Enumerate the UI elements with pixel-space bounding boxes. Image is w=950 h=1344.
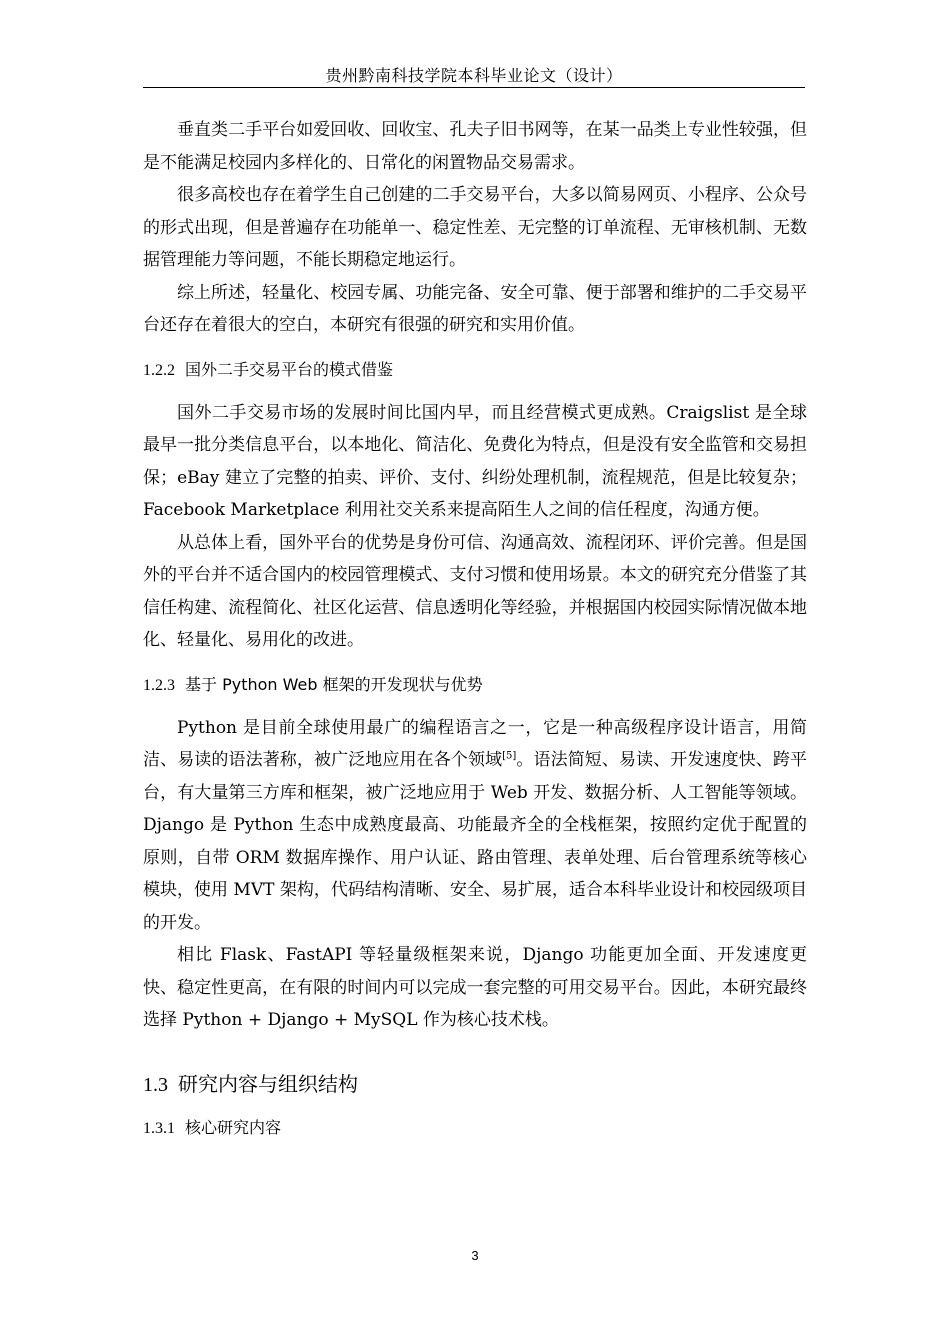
paragraph-foreign-advantages: 从总体上看，国外平台的优势是身份可信、沟通高效、流程闭环、评价完善。但是国外的平台并不适合国内的校园管理模式、支付习惯和使用场景。本文的研究充分借鉴了其信任构建、流程简化、社区化运营、信息透明化等经验，并根据国内校园实际情况做本地化、轻量化、易用化的改进。 [143, 532, 807, 650]
paragraph-framework-comparison: 相比 Flask、FastAPI 等轻量级框架来说，Django 功能更加全面、开发速度更快、稳定性更高，在有限的时间内可以完成一套完整的可用交易平台。因此，本研究最终选择 Python + Django + MySQL 作为核心技术栈。 [143, 945, 807, 1030]
paragraph-text: 。语法简短、易读、开发速度快、跨平台，有大量第三方库和框架，被广泛地应用于 Web 开发、数据分析、人工智能等领域。Django 是 Python 生态中成熟度最高、功能最齐全的全栈框架，按照约定优于配置的原则，自带 ORM 数据库操作、用户认证、路由管理、表单处理、后台管理系统等核心模块，使用 MVT 架构，代码结构清晰、安全、易扩展，适合本科毕业设计和校园级项目的开发。 [143, 750, 808, 933]
heading-text: 基于 Python Web 框架的开发现状与优势 [185, 674, 483, 694]
heading-1-2-2 [143, 356, 807, 385]
paragraph-campus-platforms: 很多高校也存在着学生自己创建的二手交易平台，大多以简易网页、小程序、公众号的形式出现，但是普遍存在功能单一、稳定性差、无完整的订单流程、无审核机制、无数据管理能力等问题，不能长期稳定地运行。 [143, 185, 807, 270]
page-number: 3 [471, 1248, 479, 1263]
heading-number: 1.3 [143, 1073, 168, 1096]
paragraph-text: Python 是目前全球使用最广的编程语言之一，它是一种高级程序设计语言，用简洁、易读的语法著称，被广泛地应用在各个领域 [143, 717, 807, 770]
heading-number: 1.2.3 [143, 676, 175, 694]
paragraph-summary: 综上所述，轻量化、校园专属、功能完备、安全可靠、便于部署和维护的二手交易平台还存在着很大的空白，本研究有很强的研究和实用价值。 [143, 282, 807, 335]
heading-1-3 [143, 1069, 807, 1100]
heading-number: 1.3.1 [143, 1119, 175, 1137]
heading-text: 核心研究内容 [185, 1117, 282, 1137]
heading-1-2-3 [143, 671, 807, 700]
heading-1-3-1 [143, 1114, 807, 1143]
paragraph-python-django [143, 712, 807, 940]
heading-number: 1.2.2 [143, 361, 175, 379]
paragraph-foreign-platforms: 国外二手交易市场的发展时间比国内早，而且经营模式更成熟。Craigslist 是全球最早一批分类信息平台，以本地化、简洁化、免费化为特点，但是没有安全监管和交易担保；eBay 建立了完整的拍卖、评价、支付、纠纷处理机制，流程规范，但是比较复杂；Facebook Marketplace 利用社交关系来提高陌生人之间的信任程度，沟通方便。 [143, 402, 807, 520]
header-divider [143, 87, 805, 88]
heading-text: 国外二手交易平台的模式借鉴 [185, 359, 394, 379]
document-body [143, 114, 807, 1155]
page-header-title: 贵州黔南科技学院本科毕业论文（设计） [325, 66, 623, 85]
heading-text: 研究内容与组织结构 [178, 1071, 358, 1096]
paragraph-vertical-platforms: 垂直类二手平台如爱回收、回收宝、孔夫子旧书网等，在某一品类上专业性较强，但是不能满足校园内多样化的、日常化的闲置物品交易需求。 [143, 120, 807, 173]
citation-reference: [5] [502, 750, 517, 762]
